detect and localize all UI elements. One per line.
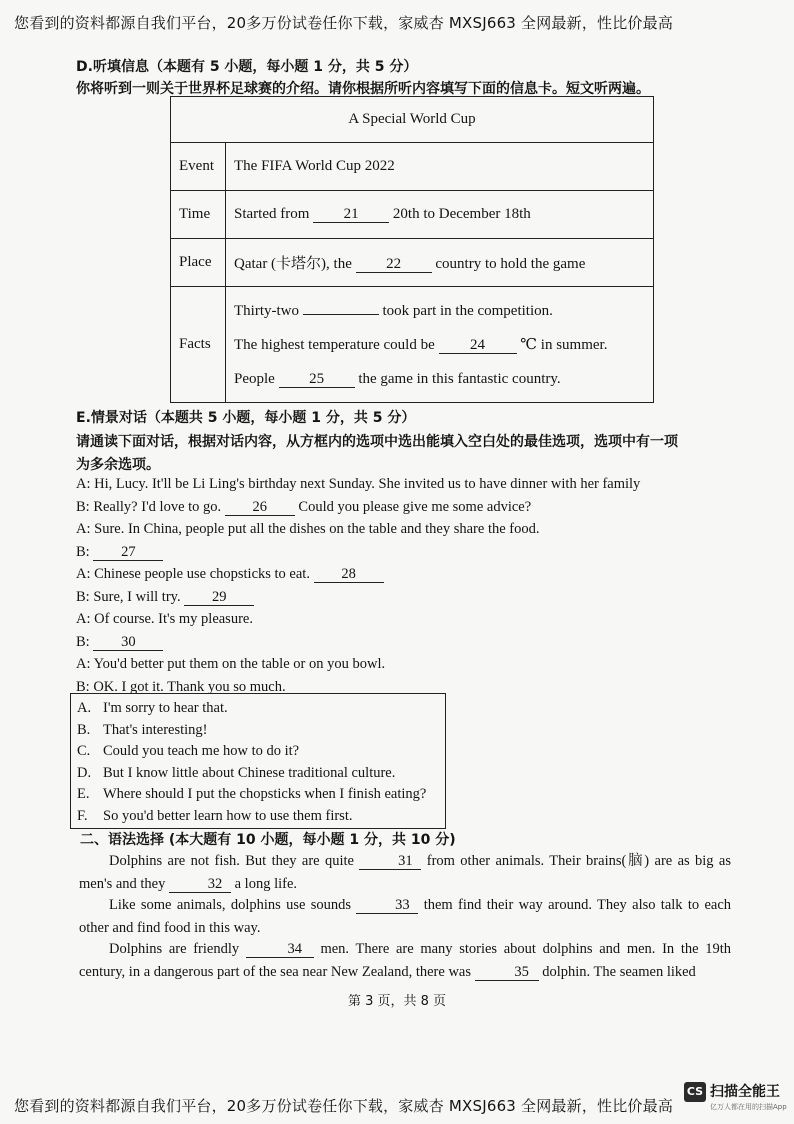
p1-b: from other animals. Their brains(脑) are as big as men's and they — [79, 853, 732, 892]
dialogue-line — [76, 566, 384, 583]
section-e-instruction-2: 为多余选项。 — [76, 457, 160, 473]
time-label: Time — [171, 191, 226, 239]
dialogue-line — [76, 611, 253, 628]
blank-35[interactable]: 35 — [475, 965, 539, 981]
dialogue-text: A: You'd better put them on the table or on you bowl. — [76, 656, 386, 672]
facts-value — [226, 287, 654, 403]
option-letter: D. — [77, 764, 92, 781]
time-value — [226, 191, 654, 239]
fact-2-after: ℃ in summer. — [520, 336, 608, 353]
page-footer: 第 3 页，共 8 页 — [347, 994, 447, 1009]
section-d-instruction: 你将听到一则关于世界杯足球赛的介绍。请你根据所听内容填写下面的信息卡。短文听两遍。 — [76, 81, 650, 97]
scanner-logo — [684, 1078, 794, 1118]
dialogue-line — [76, 544, 163, 561]
fact-1-after: took part in the competition. — [382, 302, 553, 319]
option-text: Where should I put the chopsticks when I finish eating? — [103, 786, 427, 803]
logo-name: 扫描全能王 — [710, 1084, 780, 1100]
time-after: 20th to December 18th — [392, 206, 531, 222]
blank-25[interactable]: 25 — [279, 372, 355, 388]
blank-30[interactable]: 30 — [93, 635, 163, 651]
section-e-instruction-1: 请通读下面对话，根据对话内容，从方框内的选项中选出能填入空白处的最佳选项，选项中有一项 — [76, 434, 678, 450]
place-after: country to hold the game — [435, 256, 586, 272]
option-text: Could you teach me how to do it? — [103, 743, 300, 760]
watermark-banner-bottom: 您看到的资料都源自我们平台，20多万份试卷任你下载，家威杏 MXSJ663 全网最新，性比价最高 — [14, 1097, 674, 1115]
event-label: Event — [171, 143, 226, 191]
option-item — [77, 700, 228, 717]
watermark-banner-top: 您看到的资料都源自我们平台，20多万份试卷任你下载，家威杏 MXSJ663 全网最新，性比价最高 — [14, 14, 674, 32]
option-letter: F. — [77, 808, 88, 824]
p3-c: dolphin. The seamen liked — [542, 964, 696, 980]
dialogue-text: B: Sure, I will try. — [76, 589, 181, 605]
dialogue-line — [76, 634, 163, 651]
fact-3-before: People — [234, 370, 275, 387]
dialogue-text: B: — [76, 634, 90, 650]
fact-1-before: Thirty-two — [234, 302, 299, 319]
fact-3-after: the game in this fantastic country. — [358, 370, 561, 387]
p2-a: Like some animals, dolphins use sounds — [109, 897, 352, 913]
fact-1 — [234, 294, 645, 328]
place-value — [226, 239, 654, 287]
fact-2-before: The highest temperature could be — [234, 336, 435, 353]
blank-21[interactable]: 21 — [313, 207, 389, 223]
card-title: A Special World Cup — [171, 97, 654, 143]
dialogue-text: A: Sure. In China, people put all the dishes on the table and they share the food. — [76, 521, 540, 537]
option-text: But I know little about Chinese traditional culture. — [103, 764, 396, 781]
option-item — [77, 765, 395, 782]
paragraph-3 — [79, 938, 731, 984]
option-letter: B. — [77, 721, 91, 738]
dialogue-text: B: — [76, 544, 90, 560]
dialogue-line — [76, 476, 640, 493]
dialogue-line — [76, 589, 254, 606]
p1-a: Dolphins are not fish. But they are quite — [109, 853, 354, 869]
option-letter: C. — [77, 743, 91, 760]
blank-32[interactable]: 32 — [169, 877, 231, 893]
blank-33[interactable]: 33 — [356, 898, 418, 914]
paragraph-1 — [79, 850, 731, 896]
blank-23[interactable] — [303, 314, 379, 315]
dialogue-text: B: OK. I got it. Thank you so much. — [76, 679, 286, 695]
section-e-heading: E.情景对话（本题共 5 小题，每小题 1 分，共 5 分） — [76, 410, 416, 426]
p1-c: a long life. — [234, 876, 298, 892]
dialogue-line — [76, 499, 531, 516]
section-d-heading: D.听填信息（本题有 5 小题，每小题 1 分，共 5 分） — [76, 59, 418, 75]
option-item — [77, 786, 426, 803]
facts-label: Facts — [171, 287, 226, 403]
option-text: So you'd better learn how to use them first. — [103, 808, 353, 824]
place-label: Place — [171, 239, 226, 287]
p3-a: Dolphins are friendly — [109, 941, 240, 957]
p3-b: men. There are many stories about dolphins and men. In the 19th century, in a dangerous part of the sea near New Zealand, there was — [79, 941, 732, 980]
option-text: I'm sorry to hear that. — [103, 700, 228, 716]
section-2-heading: 二、语法选择 (本大题有 10 小题，每小题 1 分，共 10 分) — [80, 832, 456, 848]
blank-34[interactable]: 34 — [246, 942, 314, 958]
paragraph-2 — [79, 894, 731, 940]
blank-26[interactable]: 26 — [225, 500, 295, 516]
dialogue-text: A: Chinese people use chopsticks to eat. — [76, 566, 310, 582]
cs-logo-icon: CS — [684, 1082, 706, 1102]
option-letter: A. — [77, 700, 92, 716]
blank-22[interactable]: 22 — [356, 257, 432, 273]
dialogue-after: Could you please give me some advice? — [298, 499, 532, 515]
logo-tagline: 亿万人都在用的扫描App — [710, 1103, 787, 1111]
fact-2 — [234, 328, 645, 362]
blank-28[interactable]: 28 — [314, 567, 384, 583]
option-item — [77, 808, 352, 825]
dialogue-text: B: Really? I'd love to go. — [76, 499, 222, 515]
blank-24[interactable]: 24 — [439, 338, 517, 354]
option-item — [77, 743, 299, 760]
option-letter: E. — [77, 786, 90, 803]
option-item — [77, 722, 208, 739]
place-before: Qatar (卡塔尔), the — [234, 256, 352, 272]
info-card-table — [170, 96, 654, 403]
event-value: The FIFA World Cup 2022 — [226, 143, 654, 191]
blank-29[interactable]: 29 — [184, 590, 254, 606]
blank-27[interactable]: 27 — [93, 545, 163, 561]
options-box — [70, 693, 446, 829]
dialogue-text: A: Of course. It's my pleasure. — [76, 611, 253, 627]
dialogue-line — [76, 521, 539, 538]
time-before: Started from — [234, 206, 310, 222]
dialogue-line — [76, 656, 385, 673]
blank-31[interactable]: 31 — [359, 854, 421, 870]
dialogue-text: A: Hi, Lucy. It'll be Li Ling's birthday next Sunday. She invited us to have dinner with her family — [76, 476, 641, 492]
p2-b: them find their way around. They also talk to each other and find food in this way. — [79, 897, 732, 936]
fact-3 — [234, 362, 645, 396]
option-text: That's interesting! — [103, 721, 208, 738]
